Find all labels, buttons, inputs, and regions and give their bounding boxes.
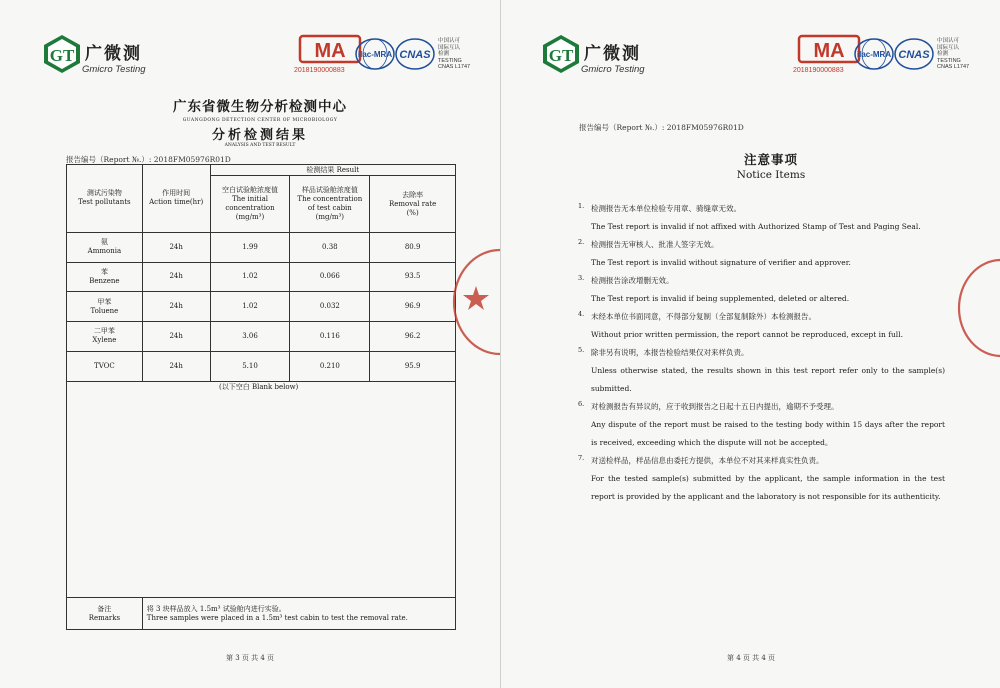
rate-cell: 93.5 [370, 262, 456, 292]
col-sample-unit: (mg/m³) [315, 213, 345, 221]
org-title: 广东省微生物分析检测中心 [173, 99, 347, 115]
notice-cn: 检测报告涂改增删无效。 [591, 276, 674, 285]
col-sample-en1: The concentration [297, 195, 363, 203]
notice-cn: 检测报告无本单位检验专用章、骑缝章无效。 [591, 204, 741, 213]
rate-cell: 96.9 [370, 292, 456, 322]
notice-item [573, 344, 945, 398]
result-group-header: 检测结果 Result [210, 165, 455, 176]
notice-en: The Test report is invalid if not affixed with Authorized Stamp of Test and Paging Seal. [591, 222, 921, 231]
notice-number: 6. [578, 400, 585, 408]
notice-item [573, 452, 945, 506]
ilac-mra-icon [354, 36, 396, 72]
remarks-cn: 将 3 块样品放入 1.5m³ 试验舱内进行实验。 [146, 604, 286, 613]
report-page-4 [500, 0, 1000, 688]
cnas-line-3: 检测 [937, 51, 949, 57]
gmicro-logo [42, 34, 182, 84]
logo-cn-text: 广微测 [584, 44, 641, 64]
remarks-content [142, 598, 455, 630]
cma-mark-icon [298, 34, 362, 66]
page-footer-3: 第 3 页 共 4 页 [225, 654, 275, 662]
pollutant-cell [67, 232, 143, 262]
cnas-line-1: 中国认可 [937, 38, 960, 44]
remarks-label [67, 598, 143, 630]
col-rate-cn: 去除率 [402, 190, 424, 199]
time-cell: 24h [142, 232, 210, 262]
pollutant-cell [67, 292, 143, 322]
notice-title-en: Notice Items [736, 169, 806, 181]
ma-label: MA [813, 40, 845, 62]
notice-item [573, 308, 945, 344]
notice-en: The Test report is invalid if being supplemented, deleted or altered. [591, 294, 850, 303]
logo-en-text: Gmicro Testing [82, 64, 146, 75]
time-cell: 24h [142, 262, 210, 292]
cnas-icon [394, 36, 436, 72]
cnas-line-4: TESTING [937, 57, 961, 64]
ma-number: 2018190000883 [793, 67, 844, 74]
table-row [67, 232, 456, 262]
cnas-accreditation-text [937, 38, 969, 71]
col-header-sample [290, 176, 370, 232]
notice-cn: 对检测报告有异议的，应于收到报告之日起十五日内提出，逾期不予受理。 [591, 402, 839, 411]
pollutant-cell [67, 262, 143, 292]
cnas-line-5: CNAS L1747 [438, 64, 471, 70]
notice-number: 7. [578, 454, 585, 462]
half-seal-stamp-icon [452, 248, 500, 358]
col-pollutant-en: Test pollutants [78, 198, 131, 207]
table-row [67, 322, 456, 352]
sample-cell: 0.066 [290, 262, 370, 292]
cnas-line-3: 检测 [438, 51, 450, 57]
svg-text:GT: GT [548, 46, 574, 65]
half-seal-stamp-icon [957, 258, 1000, 358]
initial-cell: 1.99 [210, 232, 290, 262]
notice-cn: 对送检样品，样品信息由委托方提供，本单位不对其来样真实性负责。 [591, 456, 824, 465]
notice-item [573, 200, 945, 236]
pollutant-en: Benzene [89, 276, 120, 285]
notice-cn: 检测报告无审核人、批准人签字无效。 [591, 240, 719, 249]
notice-number: 2. [578, 238, 585, 246]
notice-en: The Test report is invalid without signature of verifier and approver. [591, 258, 851, 267]
col-initial-en2: concentration [225, 204, 275, 212]
remarks-label-en: Remarks [88, 613, 121, 622]
col-pollutant-cn: 测试污染物 [86, 189, 122, 198]
rate-cell: 80.9 [370, 232, 456, 262]
col-initial-unit: (mg/m³) [235, 213, 265, 221]
ma-label: MA [314, 40, 346, 62]
time-cell: 24h [142, 351, 210, 381]
initial-cell: 5.10 [210, 351, 290, 381]
table-row [67, 262, 456, 292]
col-sample-cn: 样品试验舱浓度值 [301, 186, 358, 194]
gmicro-logo-icon [541, 34, 581, 74]
ilac-label: ilac-MRA [856, 50, 892, 59]
notice-item [573, 272, 945, 308]
remarks-row [67, 598, 456, 630]
cnas-label: CNAS [399, 49, 431, 61]
rate-cell: 95.9 [370, 351, 456, 381]
table-row [67, 351, 456, 381]
pollutant-cn: 氨 [100, 238, 108, 247]
pollutant-cell [67, 322, 143, 352]
notice-list [573, 200, 945, 506]
pollutant-en: Toluene [90, 306, 119, 315]
ilac-label: ilac-MRA [357, 50, 393, 59]
col-rate-en: Removal rate [388, 199, 437, 208]
blank-below-note: (以下空白 Blank below) [67, 381, 456, 393]
page-footer-4: 第 4 页 共 4 页 [726, 654, 776, 662]
pollutant-cell [67, 351, 143, 381]
cnas-accreditation-text [438, 38, 470, 71]
pollutant-cn: 二甲苯 [93, 327, 115, 336]
col-initial-en1: The initial [232, 195, 268, 203]
blank-area [67, 393, 456, 597]
col-sample-en2: of test cabin [307, 204, 352, 212]
notice-item [573, 398, 945, 452]
cnas-line-5: CNAS L1747 [937, 64, 970, 70]
col-time-cn: 作用时间 [162, 189, 191, 198]
ilac-mra-icon [853, 36, 895, 72]
blank-area-row [67, 393, 456, 597]
notice-en: Any dispute of the report must be raised to the testing body within 15 days after the report is received, exceeding which the dispute will not be accepted。 [591, 420, 945, 447]
notice-item [573, 236, 945, 272]
cnas-line-2: 国际互认 [438, 44, 461, 51]
svg-text:GT: GT [49, 46, 75, 65]
notice-number: 4. [578, 310, 585, 318]
notice-cn: 除非另有说明，本报告检验结果仅对来样负责。 [591, 348, 749, 357]
sample-cell: 0.38 [290, 232, 370, 262]
report-number: 报告编号（Report №.）: 2018FM05976R01D [579, 123, 744, 132]
cnas-label: CNAS [898, 49, 930, 61]
table-row [67, 292, 456, 322]
col-initial-cn: 空白试验舱浓度值 [222, 186, 278, 194]
notice-number: 5. [578, 346, 585, 354]
col-time-en: Action time(hr) [149, 198, 204, 207]
notice-en: Unless otherwise stated, the results shown in this test report refer only to the sample(s) submitted. [591, 366, 945, 393]
col-header-rate [370, 176, 456, 232]
col-header-time [142, 165, 210, 233]
pollutant-cn: 苯 [100, 267, 108, 276]
analysis-subtitle: ANALYSIS AND TEST RESULT [224, 143, 296, 148]
initial-cell: 1.02 [210, 292, 290, 322]
sample-cell: 0.116 [290, 322, 370, 352]
notice-title-cn: 注意事项 [743, 152, 798, 167]
notice-en: Without prior written permission, the report cannot be reproduced, except in full. [591, 330, 903, 339]
pollutant-en: TVOC [94, 361, 115, 370]
gmicro-logo [541, 34, 681, 84]
ma-number: 2018190000883 [294, 67, 345, 74]
logo-en-text: Gmicro Testing [581, 64, 645, 75]
col-rate-unit: (%) [406, 208, 419, 217]
cnas-icon [893, 36, 935, 72]
cnas-line-2: 国际互认 [937, 44, 960, 51]
sample-cell: 0.210 [290, 351, 370, 381]
col-header-pollutant [67, 165, 143, 233]
gmicro-logo-icon [42, 34, 82, 74]
initial-cell: 1.02 [210, 262, 290, 292]
rate-cell: 96.2 [370, 322, 456, 352]
cnas-line-4: TESTING [438, 57, 462, 64]
logo-cn-text: 广微测 [85, 44, 142, 64]
cma-mark-icon [797, 34, 861, 66]
blank-note-row [67, 381, 456, 393]
notice-en: For the tested sample(s) submitted by the applicant, the sample information in the test report is provided by the applicant and the laboratory is not responsible for its authenticity. [591, 474, 945, 501]
col-header-initial [210, 176, 290, 232]
initial-cell: 3.06 [210, 322, 290, 352]
cnas-line-1: 中国认可 [438, 38, 461, 44]
report-number: 报告编号（Report №.）: 2018FM05976R01D [66, 155, 231, 164]
notice-cn: 未经本单位书面同意，不得部分复制（全部复制除外）本检测报告。 [591, 312, 816, 321]
pollutant-cn: 甲苯 [97, 297, 112, 306]
pollutant-en: Ammonia [87, 247, 122, 256]
pollutant-en: Xylene [92, 336, 117, 345]
sample-cell: 0.032 [290, 292, 370, 322]
time-cell: 24h [142, 322, 210, 352]
results-table [66, 164, 456, 630]
org-subtitle: GUANGDONG DETECTION CENTER OF MICROBIOLOGY [182, 118, 338, 123]
notice-number: 3. [578, 274, 585, 282]
notice-number: 1. [578, 202, 585, 210]
time-cell: 24h [142, 292, 210, 322]
remarks-label-cn: 备注 [97, 604, 112, 613]
remarks-en: Three samples were placed in a 1.5m³ test cabin to test the removal rate. [146, 613, 408, 622]
analysis-title: 分析检测结果 [211, 128, 308, 143]
